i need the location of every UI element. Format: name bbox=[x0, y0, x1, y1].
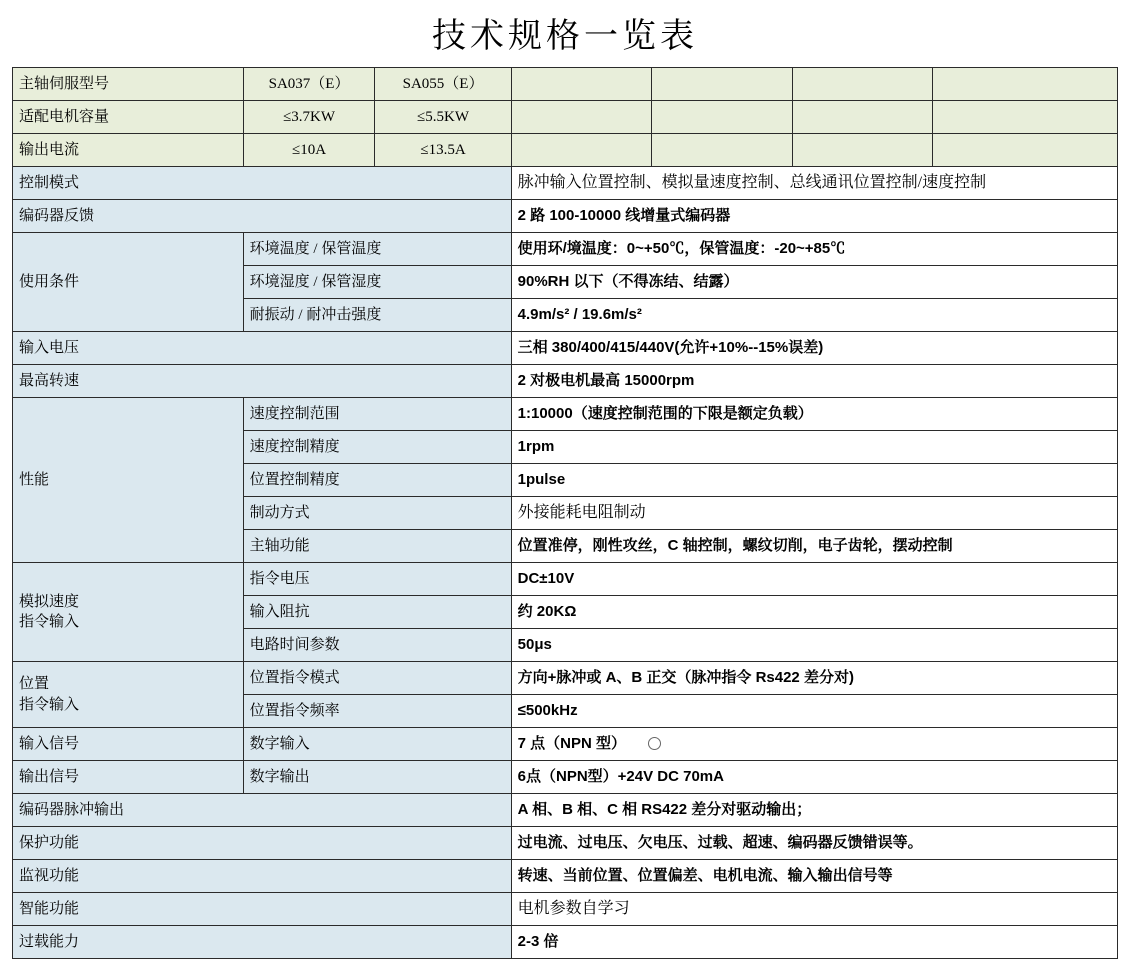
current-cell-2: ≤13.5A bbox=[375, 134, 511, 167]
model-cell-1: SA037（E） bbox=[243, 68, 375, 101]
row-sublabel: 位置指令频率 bbox=[243, 695, 511, 728]
row-value: 90%RH 以下（不得冻结、结露） bbox=[511, 266, 1117, 299]
model-cell-6 bbox=[933, 68, 1118, 101]
row-value: 脉冲输入位置控制、模拟量速度控制、总线通讯位置控制/速度控制 bbox=[511, 167, 1117, 200]
table-row bbox=[13, 233, 1118, 266]
table-row bbox=[13, 563, 1118, 596]
table-row bbox=[13, 398, 1118, 431]
row-value: 使用环/境温度：0~+50℃，保管温度：-20~+85℃ bbox=[511, 233, 1117, 266]
capacity-cell-3 bbox=[511, 101, 652, 134]
row-sublabel: 环境温度 / 保管温度 bbox=[243, 233, 511, 266]
row-value: 4.9m/s² / 19.6m/s² bbox=[511, 299, 1117, 332]
current-cell-5 bbox=[792, 134, 933, 167]
table-row bbox=[13, 827, 1118, 860]
row-label: 输入信号 bbox=[13, 728, 244, 761]
row-sublabel: 数字输出 bbox=[243, 761, 511, 794]
row-label-analog-speed-command bbox=[13, 563, 244, 662]
row-sublabel: 位置控制精度 bbox=[243, 464, 511, 497]
row-label: 过载能力 bbox=[13, 926, 512, 959]
row-value: 过电流、过电压、欠电压、过载、超速、编码器反馈错误等。 bbox=[511, 827, 1117, 860]
row-label: 控制模式 bbox=[13, 167, 512, 200]
row-value: A 相、B 相、C 相 RS422 差分对驱动输出； bbox=[511, 794, 1117, 827]
row-label: 输出信号 bbox=[13, 761, 244, 794]
row-sublabel: 指令电压 bbox=[243, 563, 511, 596]
row-value: 方向+脉冲或 A、B 正交（脉冲指令 Rs422 差分对) bbox=[511, 662, 1117, 695]
capacity-cell-5 bbox=[792, 101, 933, 134]
row-label-line2: 指令输入 bbox=[19, 614, 80, 630]
row-value: 2 对极电机最高 15000rpm bbox=[511, 365, 1117, 398]
row-value-container bbox=[511, 728, 1117, 761]
page-title: 技术规格一览表 bbox=[432, 18, 698, 55]
table-row bbox=[13, 761, 1118, 794]
table-row bbox=[13, 332, 1118, 365]
model-cell-4 bbox=[652, 68, 793, 101]
row-value: 转速、当前位置、位置偏差、电机电流、输入输出信号等 bbox=[511, 860, 1117, 893]
table-row bbox=[13, 728, 1118, 761]
current-cell-6 bbox=[933, 134, 1118, 167]
row-label-position-command bbox=[13, 662, 244, 728]
row-value: 三相 380/400/415/440V(允许+10%--15%误差) bbox=[511, 332, 1117, 365]
capacity-cell-2: ≤5.5KW bbox=[375, 101, 511, 134]
row-value: 约 20KΩ bbox=[511, 596, 1117, 629]
row-sublabel: 主轴功能 bbox=[243, 530, 511, 563]
row-label: 智能功能 bbox=[13, 893, 512, 926]
row-label: 输入电压 bbox=[13, 332, 512, 365]
capacity-cell-1: ≤3.7KW bbox=[243, 101, 375, 134]
row-value: DC±10V bbox=[511, 563, 1117, 596]
model-cell-5 bbox=[792, 68, 933, 101]
row-value: ≤500kHz bbox=[511, 695, 1117, 728]
row-label-model: 主轴伺服型号 bbox=[13, 68, 244, 101]
row-value: 外接能耗电阻制动 bbox=[511, 497, 1117, 530]
row-sublabel: 输入阻抗 bbox=[243, 596, 511, 629]
table-row-motor-capacity bbox=[13, 101, 1118, 134]
table-row-output-current bbox=[13, 134, 1118, 167]
table-row bbox=[13, 860, 1118, 893]
table-row bbox=[13, 926, 1118, 959]
row-label: 监视功能 bbox=[13, 860, 512, 893]
table-row bbox=[13, 365, 1118, 398]
row-value: 1:10000（速度控制范围的下限是额定负载） bbox=[511, 398, 1117, 431]
row-sublabel: 数字输入 bbox=[243, 728, 511, 761]
row-value: 50μs bbox=[511, 629, 1117, 662]
row-sublabel: 速度控制精度 bbox=[243, 431, 511, 464]
row-value: 位置准停，刚性攻丝，C 轴控制，螺纹切削，电子齿轮，摆动控制 bbox=[511, 530, 1117, 563]
row-label: 编码器脉冲输出 bbox=[13, 794, 512, 827]
row-label-usage-conditions: 使用条件 bbox=[13, 233, 244, 332]
row-sublabel: 耐振动 / 耐冲击强度 bbox=[243, 299, 511, 332]
row-value: 6点（NPN型）+24V DC 70mA bbox=[511, 761, 1117, 794]
row-sublabel: 速度控制范围 bbox=[243, 398, 511, 431]
table-row bbox=[13, 893, 1118, 926]
row-label-performance: 性能 bbox=[13, 398, 244, 563]
row-label-motor-capacity: 适配电机容量 bbox=[13, 101, 244, 134]
row-label-line1: 位置 bbox=[19, 676, 50, 693]
table-row bbox=[13, 662, 1118, 695]
row-label: 最高转速 bbox=[13, 365, 512, 398]
row-sublabel: 电路时间参数 bbox=[243, 629, 511, 662]
row-label-output-current: 输出电流 bbox=[13, 134, 244, 167]
row-label: 保护功能 bbox=[13, 827, 512, 860]
capacity-cell-4 bbox=[652, 101, 793, 134]
current-cell-4 bbox=[652, 134, 793, 167]
table-row-model bbox=[13, 68, 1118, 101]
model-cell-3 bbox=[511, 68, 652, 101]
table-row bbox=[13, 167, 1118, 200]
row-label-line2: 指令输入 bbox=[19, 696, 80, 713]
row-sublabel: 制动方式 bbox=[243, 497, 511, 530]
specification-table bbox=[12, 67, 1118, 959]
circle-mark-icon bbox=[648, 737, 661, 750]
row-value: 1pulse bbox=[511, 464, 1117, 497]
row-label-line1: 模拟速度 bbox=[19, 593, 80, 610]
model-cell-2: SA055（E） bbox=[375, 68, 511, 101]
row-label: 编码器反馈 bbox=[13, 200, 512, 233]
row-value: 2 路 100-10000 线增量式编码器 bbox=[511, 200, 1117, 233]
row-value: 2-3 倍 bbox=[511, 926, 1117, 959]
row-value: 电机参数自学习 bbox=[511, 893, 1117, 926]
capacity-cell-6 bbox=[933, 101, 1118, 134]
current-cell-3 bbox=[511, 134, 652, 167]
current-cell-1: ≤10A bbox=[243, 134, 375, 167]
row-value: 1rpm bbox=[511, 431, 1117, 464]
row-sublabel: 位置指令模式 bbox=[243, 662, 511, 695]
table-row bbox=[13, 200, 1118, 233]
row-sublabel: 环境湿度 / 保管湿度 bbox=[243, 266, 511, 299]
row-value: 7 点（NPN 型） bbox=[517, 734, 626, 752]
table-row bbox=[13, 794, 1118, 827]
